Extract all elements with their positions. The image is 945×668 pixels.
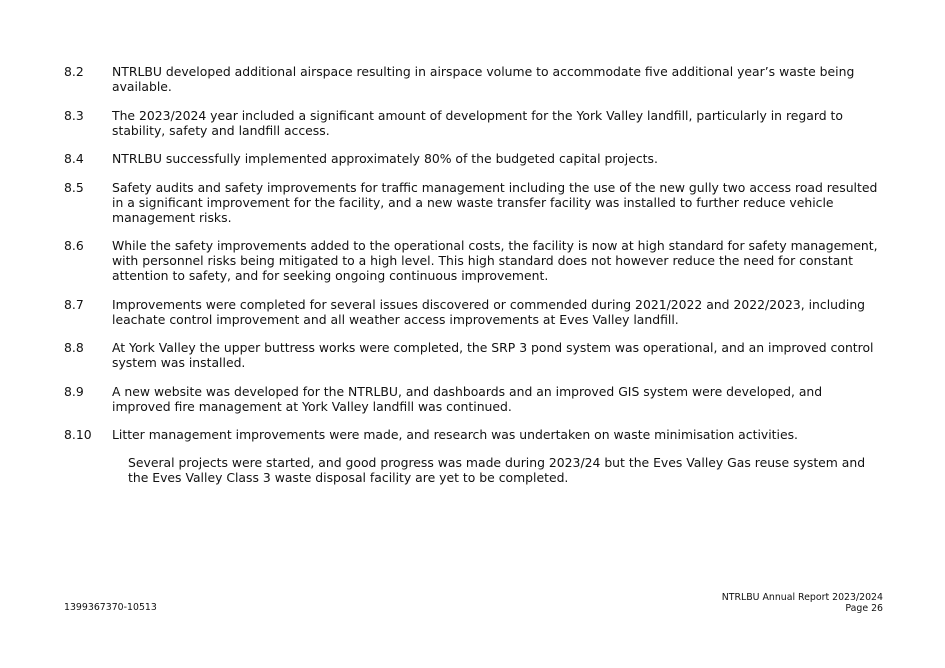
- report-title: NTRLBU Annual Report 2023/2024: [721, 592, 883, 603]
- paragraph-number: 8.7: [64, 296, 84, 312]
- paragraph-number: 8.9: [64, 383, 84, 399]
- paragraph-8-9: [64, 384, 884, 414]
- paragraph-number: 8.6: [64, 238, 84, 253]
- paragraph-number: 8.3: [64, 107, 84, 123]
- paragraph-text: The 2023/2024 year included a significant amount of development for the York Valley landfill, particularly in regard to stability, safety and landfill access.: [112, 107, 843, 138]
- paragraph-text: While the safety improvements added to the operational costs, the facility is now at high standard for safety management, with personnel risks being mitigated to a high level. This high standard does not however reduce the need for constant attention to safety, and for seeking ongoing continuous improvement.: [112, 238, 878, 283]
- paragraph-text: Litter management improvements were made, and research was undertaken on waste minimisation activities.: [112, 427, 798, 442]
- paragraph-text: A new website was developed for the NTRLBU, and dashboards and an improved GIS system were developed, and improved fire management at York Valley landfill was continued.: [112, 383, 823, 414]
- paragraph-text: At York Valley the upper buttress works were completed, the SRP 3 pond system was operational, and an improved control system was installed.: [112, 340, 874, 370]
- paragraph-8-3: [64, 108, 884, 138]
- paragraph-text: NTRLBU successfully implemented approximately 80% of the budgeted capital projects.: [112, 151, 658, 166]
- paragraph-text: Safety audits and safety improvements for traffic management including the use of the new gully two access road resulted in a significant improvement for the facility, and a new waste transfer facility was installed to further reduce vehicle management risks.: [112, 179, 878, 225]
- document-id: 1399367370-10513: [64, 602, 157, 613]
- paragraph-number: 8.10: [64, 427, 92, 442]
- paragraph-number: 8.5: [64, 179, 84, 195]
- paragraph-8-10: [64, 427, 884, 442]
- paragraph-8-4: [64, 151, 884, 166]
- paragraph-8-2: [64, 64, 884, 94]
- page-number: Page 26: [845, 603, 883, 614]
- sub-paragraph: Several projects were started, and good progress was made during 2023/24 but the Eves Valley Gas reuse system and the Eves Valley Class 3 waste disposal facility are yet to be completed.: [128, 454, 866, 485]
- report-body: [64, 64, 884, 485]
- paragraph-number: 8.4: [64, 151, 84, 166]
- paragraph-text: NTRLBU developed additional airspace resulting in airspace volume to accommodate five additional year’s waste being available.: [112, 64, 855, 94]
- paragraph-8-7: [64, 297, 884, 327]
- paragraph-8-5: [64, 180, 884, 225]
- paragraph-text: Improvements were completed for several issues discovered or commended during 2021/2022 and 2022/2023, including leachate control improvement and all weather access improvements at Eves Valley landfill.: [112, 296, 866, 327]
- page-footer: [722, 592, 883, 614]
- paragraph-number: 8.2: [64, 64, 84, 79]
- paragraph-8-8: [64, 340, 884, 370]
- paragraph-number: 8.8: [64, 340, 84, 355]
- paragraph-8-6: [64, 238, 884, 283]
